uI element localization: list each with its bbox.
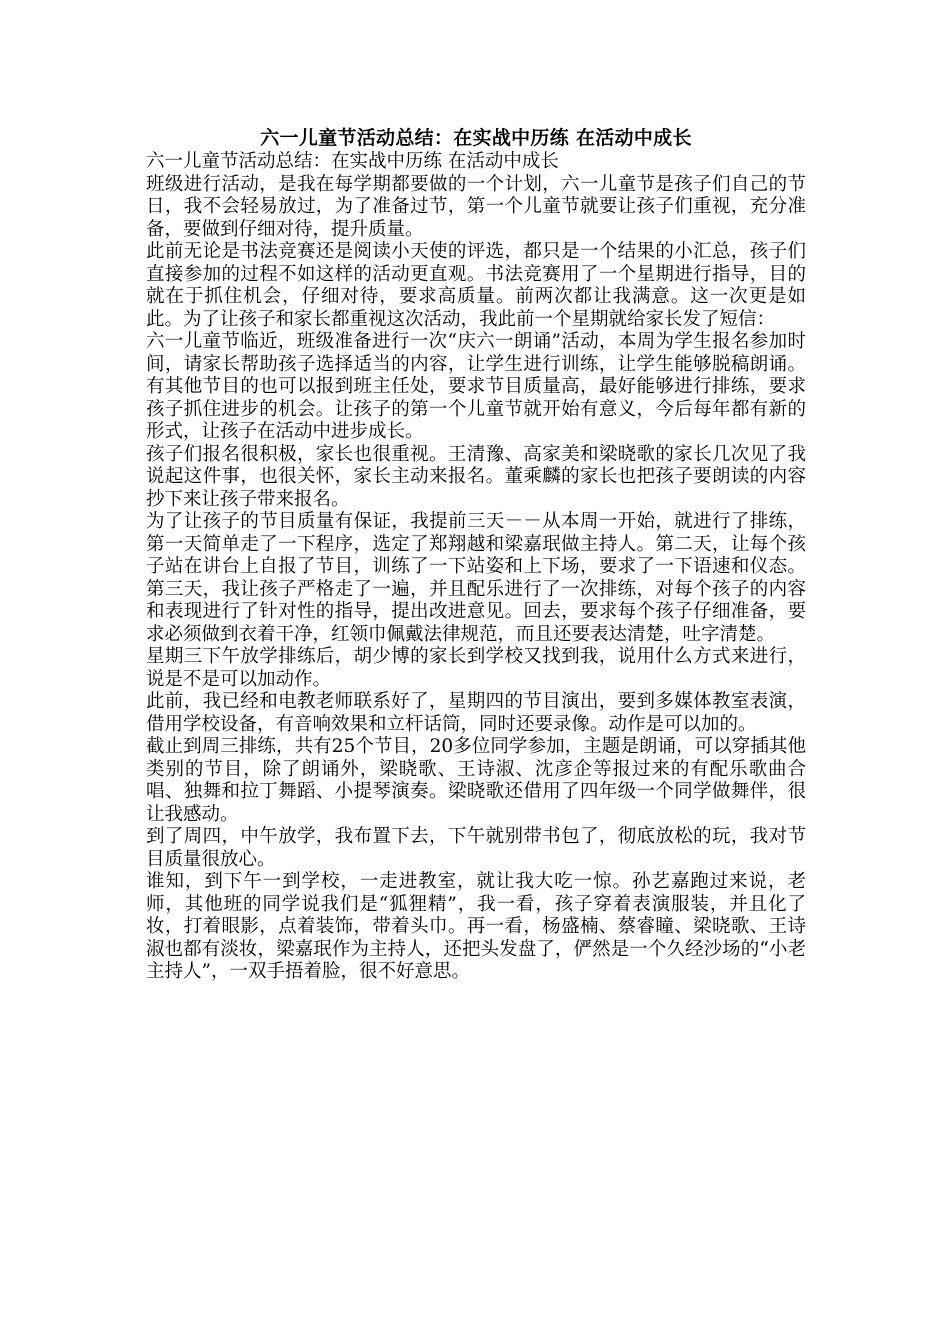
- paragraph-program-count: 截止到周三排练，共有25个节目，20多位同学参加，主题是朗诵，可以穿插其他类别的节目，除了朗诵外，梁晓歌、王诗淑、沈彦企等报过来的有配乐歌曲合唱、独舞和拉丁舞蹈、小提琴演奏。梁晓歌还借用了四年级一个同学做舞伴，很让我感动。: [146, 736, 806, 825]
- paragraph-sms-notice: 六一儿童节临近，班级准备进行一次“庆六一朗诵”活动，本周为学生报名参加时间，请家长帮助孩子选择适当的内容，让学生进行训练，让学生能够脱稿朗诵。有其他节目的也可以报到班主任处，要求节目质量高，最好能够进行排练，要求孩子抓住进步的机会。让孩子的第一个儿童节就开始有意义，今后每年都有新的形式，让孩子在活动中进步成长。: [146, 331, 806, 442]
- paragraph-surprise: 谁知，到下午一到学校，一走进教室，就让我大吃一惊。孙艺嘉跑过来说，老师，其他班的同学说我们是“狐狸精”，我一看，孩子穿着表演服装，并且化了妆，打着眼影，点着装饰，带着头巾。再一看，杨盛楠、蔡睿瞳、梁晓歌、王诗淑也都有淡妆，梁嘉珉作为主持人，还把头发盘了，俨然是一个久经沙场的“小老主持人”，一双手捂着脸，很不好意思。: [146, 871, 806, 982]
- document-title: 六一儿童节活动总结：在实战中历练 在活动中成长: [260, 127, 692, 149]
- document-subtitle: 六一儿童节活动总结：在实战中历练 在活动中成长: [146, 151, 559, 172]
- paragraph-rehearsal: 为了让孩子的节目质量有保证，我提前三天－－从本周一开始，就进行了排练，第一天简单走了一下程序，选定了郑翔越和梁嘉珉做主持人。第二天，让每个孩子站在讲台上自报了节目，训练了一下站姿和上下场，要求了一下语速和仪态。第三天，我让孩子严格走了一遍，并且配乐进行了一次排练，对每个孩子的内容和表现进行了针对性的指导，提出改进意见。回去，要求每个孩子仔细准备，要求必须做到衣着干净，红领巾佩戴法律规范，而且还要表达清楚，吐字清楚。: [146, 511, 806, 645]
- paragraph-equipment: 此前，我已经和电教老师联系好了，星期四的节目演出，要到多媒体教室表演，借用学校设备，有音响效果和立杆话筒，同时还要录像。动作是可以加的。: [146, 691, 806, 735]
- paragraph-registration: 孩子们报名很积极，家长也很重视。王清豫、高家美和梁晓歌的家长几次见了我说起这件事，也很关怀，家长主动来报名。董乘麟的家长也把孩子要朗读的内容抄下来让孩子带来报名。: [146, 443, 806, 510]
- document-page: [146, 126, 806, 984]
- paragraph-intro: 班级进行活动，是我在每学期都要做的一个计划，六一儿童节是孩子们自己的节日，我不会轻易放过，为了准备过节，第一个儿童节就要让孩子们重视，充分准备，要做到仔细对待，提升质量。: [146, 173, 806, 240]
- paragraph-previous-activities: 此前无论是书法竞赛还是阅读小天使的评选，都只是一个结果的小汇总，孩子们直接参加的过程不如这样的活动更直观。书法竞赛用了一个星期进行指导，目的就在于抓住机会，仔细对待，要求高质量。前两次都让我满意。这一次更是如此。为了让孩子和家长都重视这次活动，我此前一个星期就给家长发了短信：: [146, 241, 806, 330]
- paragraph-parent-question: 星期三下午放学排练后，胡少博的家长到学校又找到我，说用什么方式来进行，说是不是可以加动作。: [146, 646, 806, 690]
- paragraph-thursday: 到了周四，中午放学，我布置下去，下午就别带书包了，彻底放松的玩，我对节目质量很放心。: [146, 826, 806, 870]
